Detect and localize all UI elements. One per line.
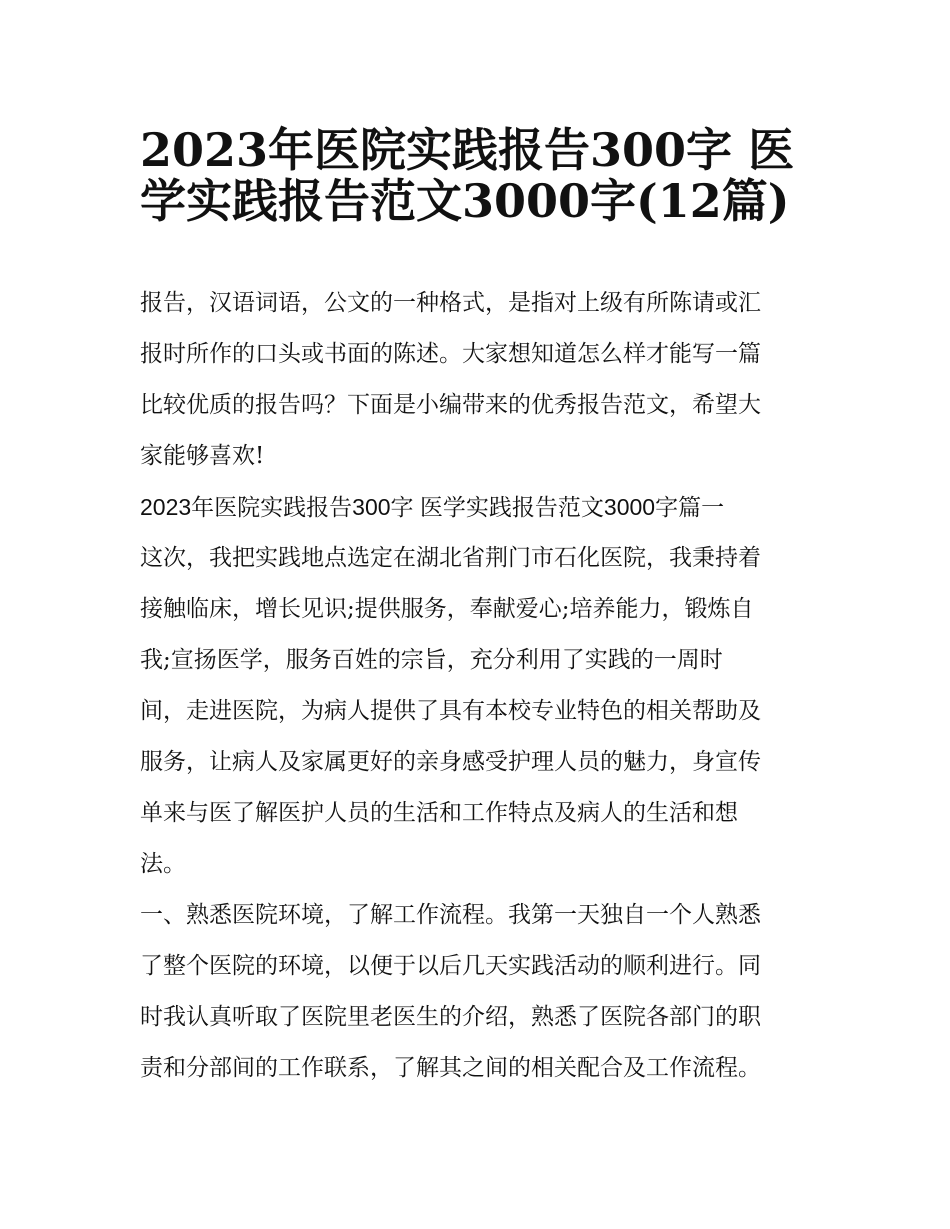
text-line: 比较优质的报告吗？下面是小编带来的优秀报告范文，希望大 [140, 392, 761, 418]
text-line: 时我认真听取了医院里老医生的介绍，熟悉了医院各部门的职 [140, 1004, 761, 1030]
text-line: 间，走进医院，为病人提供了具有本校专业特色的相关帮助及 [140, 698, 761, 724]
paragraph-2 [140, 890, 820, 1094]
text-line: 一、熟悉医院环境，了解工作流程。我第一天独自一个人熟悉 [140, 902, 761, 928]
text-line: 法。 [140, 851, 186, 877]
text-line: 了整个医院的环境，以便于以后几天实践活动的顺利进行。同 [140, 953, 761, 979]
text-line: 服务，让病人及家属更好的亲身感受护理人员的魅力，身宣传 [140, 749, 761, 775]
section-heading-text: 2023年医院实践报告300字 医学实践报告范文3000字篇一 [140, 494, 725, 520]
intro-paragraph [140, 278, 820, 482]
text-line: 报时所作的口头或书面的陈述。大家想知道怎么样才能写一篇 [140, 341, 761, 367]
text-line: 家能够喜欢! [140, 443, 265, 469]
section-heading [140, 482, 820, 533]
paragraph-1 [140, 533, 820, 890]
text-line: 这次，我把实践地点选定在湖北省荆门市石化医院，我秉持着 [140, 545, 761, 571]
document-title [140, 114, 820, 228]
text-line: 责和分部间的工作联系，了解其之间的相关配合及工作流程。 [140, 1055, 761, 1081]
text-line: 单来与医了解医护人员的生活和工作特点及病人的生活和想 [140, 800, 738, 826]
title-line: 2023年医院实践报告300字 医 [140, 123, 795, 177]
text-line: 我;宣扬医学，服务百姓的宗旨，充分利用了实践的一周时 [140, 647, 723, 673]
text-line: 报告，汉语词语，公文的一种格式，是指对上级有所陈请或汇 [140, 290, 761, 316]
title-line: 学实践报告范文3000字(12篇) [140, 174, 790, 228]
document-body [140, 278, 820, 1094]
text-line: 接触临床，增长见识;提供服务，奉献爱心;培养能力，锻炼自 [140, 596, 754, 622]
